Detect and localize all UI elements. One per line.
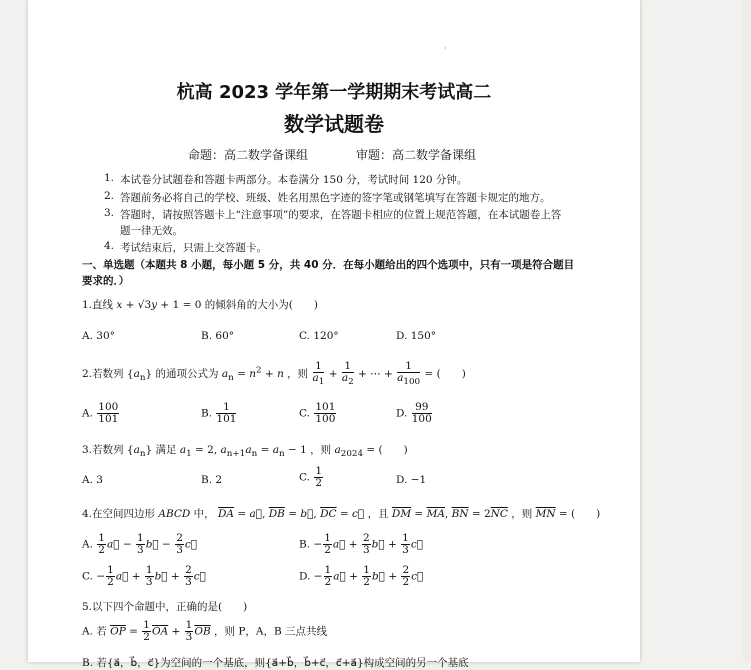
scrollbar[interactable] — [743, 0, 751, 662]
q3-sequence: $\{a_n\}$ — [126, 444, 153, 460]
question-3: 3.若数列 $\{a_n\}$ 满足 $a_1 = 2$, $a_{n+1}a_n = a_n - 1$ ，则 $a_{2024}$ = ( ) — [82, 444, 408, 460]
question-1 — [82, 297, 318, 312]
page-mark: · — [444, 44, 447, 53]
q1-option-a: A. 30° — [82, 330, 115, 342]
q2-option-a: A. $\frac{100}{101}$ — [82, 401, 119, 426]
q2-frac-100: $\frac{1}{a_{100}}$ — [397, 360, 421, 388]
q2-frac-2: $\frac{1}{a_2}$ — [341, 360, 354, 388]
q3-option-d: D. −1 — [396, 474, 427, 486]
question-1-formula: x + √3y + 1 = 0 — [116, 299, 202, 311]
q2-option-c: C. $\frac{101}{100}$ — [299, 401, 336, 426]
question-1-suffix: 的倾斜角的大小为( ) — [204, 299, 318, 311]
note-3-cont: 题一律无效。 — [120, 225, 183, 237]
note-1: 本试卷分试题卷和答题卡两部分。本卷满分 150 分，考试时间 120 分钟。 — [120, 174, 468, 186]
author-reviewer: 审题：高二数学备课组 — [356, 148, 477, 162]
exam-title: 杭高 2023 学年第一学期期末考试高二 — [176, 82, 492, 103]
q2-frac-1: $\frac{1}{a_1}$ — [312, 360, 325, 388]
section-heading: 一、单选题（本题共 8 小题，每小题 5 分，共 40 分．在每小题给出的四个选项中，只有一项是符合题目 — [82, 259, 575, 271]
note-1-num: 1. — [104, 172, 115, 184]
q4-target: $\overline{MN}$ = — [535, 508, 568, 520]
question-1-prefix: 1.直线 — [82, 299, 114, 311]
exam-subtitle: 数学试题卷 — [284, 112, 384, 136]
q1-option-c: C. 120° — [299, 330, 339, 342]
note-4-num: 4. — [104, 240, 115, 252]
q1-option-b: B. 60° — [201, 330, 235, 342]
q3-option-b: B. 2 — [201, 474, 223, 486]
author-setter: 命题：高二数学备课组 — [188, 148, 309, 162]
section-heading-cont: 要求的．） — [82, 275, 130, 287]
q4-condition: $\overline{DM} = \overline{MA}$, $\overline{BN} = 2\overline{NC}$ — [391, 508, 508, 520]
q1-option-d: D. 150° — [396, 330, 437, 342]
question-2: 2.若数列 $\{a_n\}$ 的通项公式为 $a_n = n^2 + n$ ，则 $\frac{1}{a_1}$ + $\frac{1}{a_2}$ + ⋯ + $\frac{1}{a_{100}}$ = ( ) — [82, 360, 466, 388]
note-3-num: 3. — [104, 207, 115, 219]
q4-option-b: B. − $\frac{1}{2}$ a⃗ + $\frac{2}{3}$ b⃗ + $\frac{1}{3}$ c⃗ — [299, 532, 424, 557]
note-3: 答题时，请按照答题卡上“注意事项”的要求，在答题卡相应的位置上规范答题，在本试题卷上答 — [120, 209, 562, 221]
q2-option-b: B. $\frac{1}{101}$ — [201, 401, 237, 426]
note-2-num: 2. — [104, 190, 115, 202]
q4-option-c: C. − $\frac{1}{2}$ a⃗ + $\frac{1}{3}$ b⃗ + $\frac{2}{3}$ c⃗ — [82, 564, 206, 589]
q2-sequence: $\{a_n\}$ — [126, 368, 153, 384]
q5-option-b-partial: B. 若{a⃗，b⃗，c⃗}为空间的一个基底，则{a⃗+b⃗，b⃗+c⃗，c⃗+a⃗}构成空间的另一个基底 — [82, 657, 469, 669]
q3-option-c: C. $\frac{1}{2}$ — [299, 465, 323, 490]
q2-formula: $a_n = n^2 + n$ — [221, 365, 284, 384]
q4-shape: ABCD — [158, 508, 191, 520]
document-page — [28, 0, 640, 669]
q5-option-a: A. 若 $\overline{OP}$ = $\frac{1}{2}$ $\overline{OA}$ + $\frac{1}{3}$ $\overline{OB}$ ，则 P，A，B 三点共线 — [82, 619, 328, 644]
note-4: 考试结束后，只需上交答题卡。 — [120, 242, 267, 254]
question-4: 4.在空间四边形 ABCD 中， $\overline{DA}$ = a⃗, $\overline{DB}$ = b⃗, $\overline{DC}$ = c⃗ ，且 $\overline{DM} = \overline{MA}$, $\overline{BN} = 2\overline{NC}$ ，则 $\overline{MN}$ = ( ) — [82, 508, 601, 520]
q3-target: $a_{2024}$ = — [334, 444, 376, 460]
q4-option-d: D. − $\frac{1}{2}$ a⃗ + $\frac{1}{2}$ b⃗ + $\frac{2}{2}$ c⃗ — [299, 564, 424, 589]
note-2: 答题前务必将自己的学校、班级、姓名用黑色字迹的签字笔或钢笔填写在答题卡规定的地方。 — [120, 192, 551, 204]
question-5: 5.以下四个命题中，正确的是( ) — [82, 601, 248, 613]
q4-option-a: A. $\frac{1}{2}$ a⃗ − $\frac{1}{3}$ b⃗ − $\frac{2}{3}$ c⃗ — [82, 532, 198, 557]
q3-formula: $a_1 = 2$, $a_{n+1}a_n = a_n - 1$ — [179, 444, 307, 460]
q4-vectors: $\overline{DA}$ = a⃗, $\overline{DB}$ = b⃗, $\overline{DC}$ = c⃗ — [218, 508, 365, 520]
q2-option-d: D. $\frac{99}{100}$ — [396, 401, 432, 426]
q3-option-a: A. 3 — [82, 474, 103, 486]
